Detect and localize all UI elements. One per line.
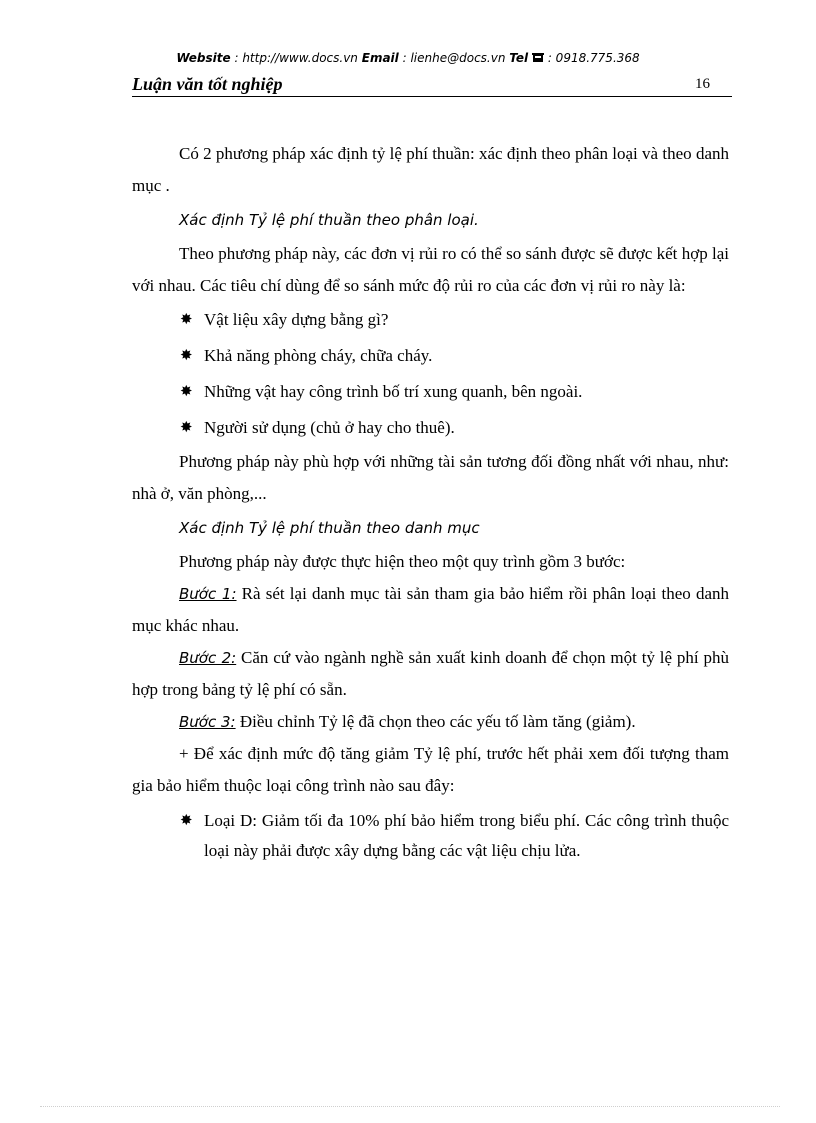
steps-intro-paragraph: Phương pháp này được thực hiện theo một quy trình gồm 3 bước: xyxy=(179,552,626,571)
thesis-title: Luận văn tốt nghiệp xyxy=(132,74,283,94)
section-heading-classification: Xác định Tỷ lệ phí thuần theo phân loại. xyxy=(179,211,479,229)
category-list xyxy=(132,806,729,866)
bullet-star-icon: ✸ xyxy=(180,384,193,400)
list-item: ✸ Loại D: Giảm tối đa 10% phí bảo hiểm trong biểu phí. Các công trình thuộc loại này phải được xây dựng bằng các vật liệu chịu lửa. xyxy=(180,806,729,866)
email-label: Email xyxy=(361,51,399,65)
step-3-label: Bước 3: xyxy=(179,713,236,731)
bullet-star-icon: ✸ xyxy=(180,348,193,364)
adjustment-paragraph: + Để xác định mức độ tăng giảm Tỷ lệ phí, trước hết phải xem đối tượng tham gia bảo hiểm thuộc loại công trình nào sau đây: xyxy=(132,744,729,795)
list-item: ✸ Những vật hay công trình bố trí xung quanh, bên ngoài. xyxy=(180,374,729,410)
bullet-star-icon: ✸ xyxy=(180,813,193,829)
website-label: Website xyxy=(176,51,231,65)
step-1: Bước 1: Rà sét lại danh mục tài sản tham gia bảo hiểm rồi phân loại theo danh mục khác nhau. xyxy=(132,584,729,635)
step-2: Bước 2: Căn cứ vào ngành nghề sản xuất kinh doanh để chọn một tỷ lệ phí phù hợp trong bảng tỷ lệ phí có sẵn. xyxy=(132,648,729,699)
method-paragraph: Theo phương pháp này, các đơn vị rủi ro có thể so sánh được sẽ được kết hợp lại với nhau. Các tiêu chí dùng để so sánh mức độ rủi ro của các đơn vị rủi ro này là: xyxy=(132,244,729,295)
list-item: ✸ Khả năng phòng cháy, chữa cháy. xyxy=(180,338,729,374)
bullet-star-icon: ✸ xyxy=(180,420,193,436)
suitability-paragraph: Phương pháp này phù hợp với những tài sản tương đối đồng nhất với nhau, như: nhà ở, văn phòng,... xyxy=(132,452,729,503)
bullet-star-icon: ✸ xyxy=(180,312,193,328)
tel-value: : 0918.775.368 xyxy=(547,51,640,65)
step-3: Bước 3: Điều chỉnh Tỷ lệ đã chọn theo các yếu tố làm tăng (giảm). xyxy=(179,712,636,731)
list-item: ✸ Người sử dụng (chủ ở hay cho thuê). xyxy=(180,410,729,446)
intro-paragraph: Có 2 phương pháp xác định tỷ lệ phí thuần: xác định theo phân loại và theo danh mục . xyxy=(132,144,729,195)
page-number: 16 xyxy=(695,76,710,92)
page-content xyxy=(132,138,729,866)
tel-label: Tel xyxy=(509,51,529,65)
email-link[interactable]: : lienhe@docs.vn xyxy=(402,51,506,65)
criteria-list xyxy=(132,302,729,446)
page-header xyxy=(132,72,732,97)
website-link[interactable]: : http://www.docs.vn xyxy=(234,51,358,65)
site-contact-line xyxy=(0,51,816,67)
section-heading-catalog: Xác định Tỷ lệ phí thuần theo danh mục xyxy=(179,519,480,537)
page-bottom-divider xyxy=(40,1106,780,1107)
phone-icon xyxy=(532,52,544,67)
step-1-label: Bước 1: xyxy=(179,585,237,603)
step-2-label: Bước 2: xyxy=(179,649,237,667)
list-item: ✸ Vật liệu xây dựng bằng gì? xyxy=(180,302,729,338)
